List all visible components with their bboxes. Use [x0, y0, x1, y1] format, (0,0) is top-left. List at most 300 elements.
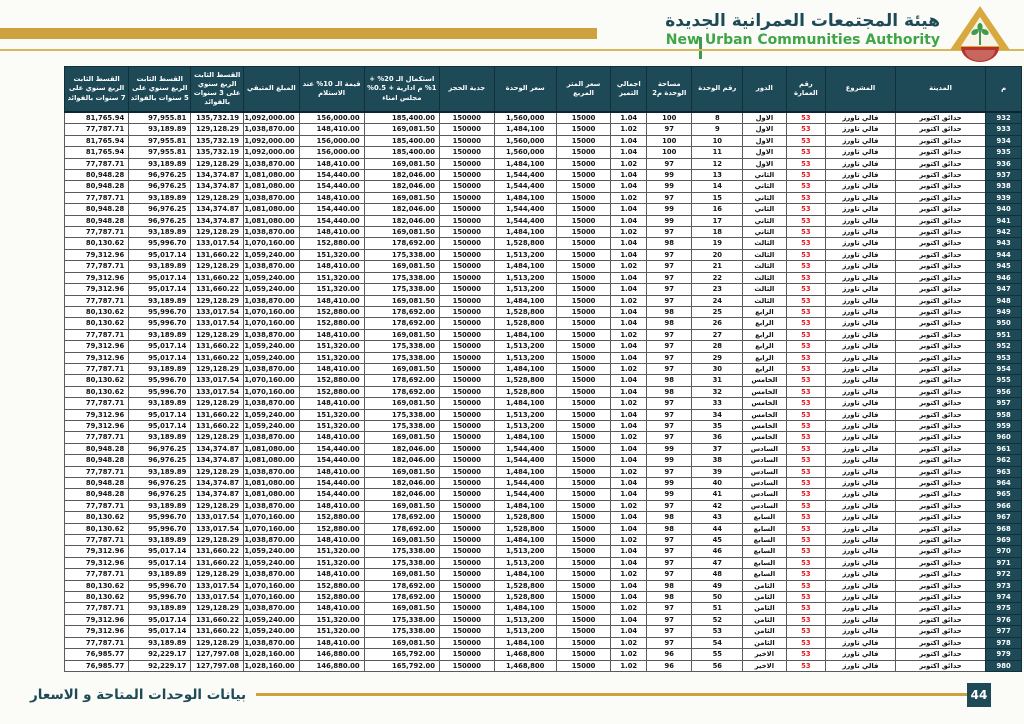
table-cell: 152,880.00 [299, 318, 364, 329]
table-cell: فالي تاورز [826, 363, 896, 374]
table-cell: السابع [743, 557, 786, 568]
table-cell: 1,059,240.00 [244, 352, 300, 363]
table-cell: 15000 [556, 546, 611, 557]
table-cell: 53 [786, 284, 826, 295]
table-cell: 53 [786, 227, 826, 238]
table-cell: 1,513,200 [494, 614, 556, 625]
table-cell: 932 [986, 112, 1022, 124]
table-cell: 977 [986, 626, 1022, 637]
table-cell: 53 [786, 637, 826, 648]
table-cell: 169,081.50 [364, 500, 439, 511]
table-cell: فالي تاورز [826, 649, 896, 660]
column-header: الدور [743, 67, 786, 113]
table-cell: 156,000.00 [299, 112, 364, 124]
table-cell: 152,880.00 [299, 523, 364, 534]
table-cell: 150000 [439, 215, 494, 226]
table-cell: حدائق اكتوبر [895, 318, 985, 329]
table-cell: 1,059,240.00 [244, 249, 300, 260]
table-cell: 77,787.71 [65, 466, 129, 477]
table-cell: 39 [692, 466, 743, 477]
table-cell: 79,312.96 [65, 272, 129, 283]
table-cell: 97 [647, 352, 692, 363]
table-cell: 943 [986, 238, 1022, 249]
table-cell: 93,189.89 [129, 227, 191, 238]
table-cell: 15000 [556, 318, 611, 329]
table-cell: الخامس [743, 432, 786, 443]
table-cell: 77,787.71 [65, 261, 129, 272]
table-row [65, 455, 1022, 466]
table-cell: 53 [786, 614, 826, 625]
table-cell: 129,128.29 [191, 569, 244, 580]
table-cell: فالي تاورز [826, 592, 896, 603]
table-cell: 95,996.70 [129, 512, 191, 523]
table-cell: 27 [692, 329, 743, 340]
table-cell: 53 [786, 569, 826, 580]
table-cell: فالي تاورز [826, 318, 896, 329]
table-cell: 169,081.50 [364, 295, 439, 306]
table-cell: 53 [786, 660, 826, 671]
table-cell: 148,410.00 [299, 432, 364, 443]
table-cell: 150000 [439, 352, 494, 363]
table-cell: 175,338.00 [364, 614, 439, 625]
table-cell: 150000 [439, 626, 494, 637]
table-cell: حدائق اكتوبر [895, 181, 985, 192]
table-cell: 1.04 [611, 409, 647, 420]
table-cell: 76,985.77 [65, 649, 129, 660]
table-cell: 134,374.87 [191, 443, 244, 454]
table-cell: 150000 [439, 272, 494, 283]
table-cell: 15000 [556, 649, 611, 660]
table-cell: 152,880.00 [299, 375, 364, 386]
table-row [65, 375, 1022, 386]
table-cell: 52 [692, 614, 743, 625]
table-cell: 15000 [556, 272, 611, 283]
column-header: جدية الحجز [439, 67, 494, 113]
table-cell: 15000 [556, 409, 611, 420]
table-cell: 1,513,200 [494, 352, 556, 363]
table-cell: 15000 [556, 135, 611, 146]
table-cell: 969 [986, 535, 1022, 546]
table-cell: 1,059,240.00 [244, 420, 300, 431]
table-cell: 1,059,240.00 [244, 284, 300, 295]
table-cell: 178,692.00 [364, 318, 439, 329]
table-cell: 1.04 [611, 489, 647, 500]
table-cell: 1,070,160.00 [244, 523, 300, 534]
table-cell: 97,955.81 [129, 147, 191, 158]
table-cell: 1,038,870.00 [244, 158, 300, 169]
table-cell: 11 [692, 147, 743, 158]
table-cell: 15000 [556, 192, 611, 203]
table-cell: 1.04 [611, 204, 647, 215]
table-cell: 97 [647, 432, 692, 443]
table-cell: 154,440.00 [299, 478, 364, 489]
table-cell: 169,081.50 [364, 432, 439, 443]
table-row [65, 660, 1022, 671]
table-cell: 1,081,080.00 [244, 204, 300, 215]
table-cell: 152,880.00 [299, 512, 364, 523]
table-cell: 97 [647, 249, 692, 260]
table-cell: 1,070,160.00 [244, 318, 300, 329]
table-cell: 178,692.00 [364, 238, 439, 249]
table-cell: 1,528,800 [494, 523, 556, 534]
table-cell: فالي تاورز [826, 272, 896, 283]
table-cell: الثاني [743, 204, 786, 215]
table-cell: 56 [692, 660, 743, 671]
table-cell: السادس [743, 455, 786, 466]
table-cell: 1.02 [611, 637, 647, 648]
table-cell: 974 [986, 592, 1022, 603]
table-row [65, 363, 1022, 374]
table-cell: 95,996.70 [129, 386, 191, 397]
table-cell: 178,692.00 [364, 592, 439, 603]
table-row [65, 478, 1022, 489]
table-cell: 15000 [556, 238, 611, 249]
table-cell: 99 [647, 443, 692, 454]
table-cell: 15000 [556, 227, 611, 238]
table-cell: 93,189.89 [129, 466, 191, 477]
table-cell: 54 [692, 637, 743, 648]
table-cell: 970 [986, 546, 1022, 557]
table-cell: 53 [786, 352, 826, 363]
table-cell: 93,189.89 [129, 158, 191, 169]
table-cell: 53 [786, 204, 826, 215]
table-cell: 940 [986, 204, 1022, 215]
table-cell: 53 [786, 272, 826, 283]
table-cell: فالي تاورز [826, 466, 896, 477]
table-cell: 77,787.71 [65, 637, 129, 648]
table-cell: 1.04 [611, 135, 647, 146]
table-cell: 15000 [556, 352, 611, 363]
table-cell: 131,660.22 [191, 341, 244, 352]
table-cell: 10 [692, 135, 743, 146]
table-cell: 77,787.71 [65, 124, 129, 135]
table-cell: 150000 [439, 238, 494, 249]
table-cell: فالي تاورز [826, 306, 896, 317]
table-cell: فالي تاورز [826, 512, 896, 523]
table-cell: 79,312.96 [65, 626, 129, 637]
table-cell: 1,092,000.00 [244, 135, 300, 146]
table-cell: 15000 [556, 375, 611, 386]
table-cell: 962 [986, 455, 1022, 466]
table-cell: 946 [986, 272, 1022, 283]
table-cell: 129,128.29 [191, 124, 244, 135]
table-cell: 97 [647, 626, 692, 637]
table-cell: فالي تاورز [826, 352, 896, 363]
table-cell: الثامن [743, 592, 786, 603]
table-cell: 97 [647, 295, 692, 306]
table-cell: 961 [986, 443, 1022, 454]
table-cell: فالي تاورز [826, 158, 896, 169]
table-cell: 53 [786, 375, 826, 386]
table-cell: الثامن [743, 614, 786, 625]
table-cell: 182,046.00 [364, 215, 439, 226]
table-row [65, 215, 1022, 226]
table-cell: 151,320.00 [299, 546, 364, 557]
table-cell: 129,128.29 [191, 398, 244, 409]
table-cell: 15000 [556, 580, 611, 591]
table-cell: 150000 [439, 466, 494, 477]
table-cell: 53 [786, 181, 826, 192]
table-cell: 17 [692, 215, 743, 226]
table-cell: الثالث [743, 272, 786, 283]
table-cell: 1,484,100 [494, 535, 556, 546]
table-cell: 1,544,400 [494, 443, 556, 454]
table-cell: 53 [786, 626, 826, 637]
table-cell: 53 [786, 557, 826, 568]
table-cell: 175,338.00 [364, 249, 439, 260]
table-cell: 150000 [439, 170, 494, 181]
table-cell: الاول [743, 124, 786, 135]
table-cell: 150000 [439, 569, 494, 580]
table-cell: 134,374.87 [191, 170, 244, 181]
table-cell: 50 [692, 592, 743, 603]
table-cell: 150000 [439, 478, 494, 489]
table-cell: حدائق اكتوبر [895, 432, 985, 443]
table-cell: الرابع [743, 318, 786, 329]
table-cell: فالي تاورز [826, 420, 896, 431]
table-cell: 80,130.62 [65, 375, 129, 386]
table-cell: حدائق اكتوبر [895, 660, 985, 671]
table-cell: 133,017.54 [191, 512, 244, 523]
table-cell: 148,410.00 [299, 192, 364, 203]
table-cell: 972 [986, 569, 1022, 580]
table-cell: الثاني [743, 227, 786, 238]
table-cell: 971 [986, 557, 1022, 568]
table-cell: فالي تاورز [826, 204, 896, 215]
table-cell: 19 [692, 238, 743, 249]
table-cell: 92,229.17 [129, 649, 191, 660]
table-cell: 131,660.22 [191, 352, 244, 363]
table-cell: 40 [692, 478, 743, 489]
table-cell: 1.04 [611, 147, 647, 158]
table-cell: 12 [692, 158, 743, 169]
table-cell: 968 [986, 523, 1022, 534]
table-body [65, 112, 1022, 671]
table-cell: 1,092,000.00 [244, 112, 300, 124]
table-cell: 150000 [439, 158, 494, 169]
column-header: رقم الوحدة [692, 67, 743, 113]
table-cell: 93,189.89 [129, 124, 191, 135]
table-cell: 980 [986, 660, 1022, 671]
table-cell: 1,038,870.00 [244, 603, 300, 614]
table-cell: 169,081.50 [364, 603, 439, 614]
table-cell: 150000 [439, 227, 494, 238]
table-cell: 975 [986, 603, 1022, 614]
table-cell: 152,880.00 [299, 306, 364, 317]
table-cell: 53 [786, 306, 826, 317]
table-cell: 15000 [556, 398, 611, 409]
table-cell: 15 [692, 192, 743, 203]
table-cell: 1,059,240.00 [244, 409, 300, 420]
table-cell: 80,130.62 [65, 238, 129, 249]
table-cell: الرابع [743, 352, 786, 363]
table-cell: 32 [692, 386, 743, 397]
table-cell: فالي تاورز [826, 215, 896, 226]
table-cell: 77,787.71 [65, 569, 129, 580]
table-cell: 151,320.00 [299, 249, 364, 260]
table-cell: 182,046.00 [364, 204, 439, 215]
table-cell: 97 [647, 363, 692, 374]
table-cell: 80,130.62 [65, 386, 129, 397]
table-cell: حدائق اكتوبر [895, 603, 985, 614]
table-cell: 934 [986, 135, 1022, 146]
table-row [65, 523, 1022, 534]
table-cell: 1.02 [611, 295, 647, 306]
table-cell: 13 [692, 170, 743, 181]
table-cell: 15000 [556, 626, 611, 637]
table-row [65, 489, 1022, 500]
table-cell: 15000 [556, 637, 611, 648]
table-cell: 956 [986, 386, 1022, 397]
table-cell: 1,528,800 [494, 238, 556, 249]
table-cell: 95,017.14 [129, 557, 191, 568]
table-cell: 1,528,800 [494, 580, 556, 591]
table-cell: 976 [986, 614, 1022, 625]
table-cell: الخامس [743, 386, 786, 397]
table-cell: فالي تاورز [826, 443, 896, 454]
table-cell: 175,338.00 [364, 272, 439, 283]
table-header [65, 67, 1022, 113]
table-cell: 156,000.00 [299, 135, 364, 146]
table-cell: حدائق اكتوبر [895, 272, 985, 283]
page-number-badge: 44 [967, 683, 991, 707]
table-cell: 93,189.89 [129, 192, 191, 203]
table-cell: 169,081.50 [364, 329, 439, 340]
table-cell: 1.04 [611, 352, 647, 363]
table-row [65, 386, 1022, 397]
table-cell: حدائق اكتوبر [895, 500, 985, 511]
table-cell: 100 [647, 112, 692, 124]
table-cell: 55 [692, 649, 743, 660]
table-cell: 944 [986, 249, 1022, 260]
table-cell: 150000 [439, 535, 494, 546]
table-cell: 97 [647, 341, 692, 352]
table-cell: حدائق اكتوبر [895, 386, 985, 397]
table-cell: 1,544,400 [494, 489, 556, 500]
table-cell: 134,374.87 [191, 181, 244, 192]
table-cell: 182,046.00 [364, 443, 439, 454]
table-cell: 146,880.00 [299, 660, 364, 671]
table-cell: 1.04 [611, 420, 647, 431]
table-cell: 135,732.19 [191, 135, 244, 146]
table-cell: 53 [786, 649, 826, 660]
table-cell: 99 [647, 204, 692, 215]
table-row [65, 272, 1022, 283]
table-row [65, 135, 1022, 146]
table-cell: 154,440.00 [299, 215, 364, 226]
table-cell: 1.04 [611, 592, 647, 603]
table-cell: 15000 [556, 603, 611, 614]
table-cell: 77,787.71 [65, 227, 129, 238]
table-cell: 150000 [439, 523, 494, 534]
table-cell: 81,765.94 [65, 135, 129, 146]
table-cell: 150000 [439, 261, 494, 272]
table-cell: 1,038,870.00 [244, 637, 300, 648]
table-cell: 150000 [439, 329, 494, 340]
table-cell: 15000 [556, 124, 611, 135]
table-cell: 15000 [556, 535, 611, 546]
table-cell: 150000 [439, 204, 494, 215]
table-cell: 1,513,200 [494, 249, 556, 260]
table-cell: الاخير [743, 649, 786, 660]
table-cell: فالي تاورز [826, 112, 896, 124]
table-cell: 15000 [556, 112, 611, 124]
table-cell: 44 [692, 523, 743, 534]
table-cell: 127,797.08 [191, 649, 244, 660]
table-cell: حدائق اكتوبر [895, 124, 985, 135]
table-row [65, 261, 1022, 272]
table-cell: 98 [647, 512, 692, 523]
table-cell: 150000 [439, 420, 494, 431]
table-cell: 1.02 [611, 192, 647, 203]
table-cell: 949 [986, 306, 1022, 317]
table-cell: 23 [692, 284, 743, 295]
table-cell: 1.02 [611, 329, 647, 340]
table-cell: 952 [986, 341, 1022, 352]
table-cell: فالي تاورز [826, 660, 896, 671]
table-cell: الخامس [743, 420, 786, 431]
table-cell: 958 [986, 409, 1022, 420]
table-row [65, 420, 1022, 431]
table-cell: 933 [986, 124, 1022, 135]
table-cell: الرابع [743, 341, 786, 352]
table-cell: 1,081,080.00 [244, 215, 300, 226]
table-cell: فالي تاورز [826, 181, 896, 192]
table-cell: 156,000.00 [299, 147, 364, 158]
table-cell: 99 [647, 489, 692, 500]
table-cell: حدائق اكتوبر [895, 112, 985, 124]
table-cell: 1.04 [611, 478, 647, 489]
table-cell: 1,544,400 [494, 455, 556, 466]
table-cell: 134,374.87 [191, 455, 244, 466]
table-cell: 93,189.89 [129, 569, 191, 580]
table-cell: 8 [692, 112, 743, 124]
table-cell: 957 [986, 398, 1022, 409]
table-cell: السادس [743, 478, 786, 489]
table-cell: 1,070,160.00 [244, 512, 300, 523]
table-cell: 79,312.96 [65, 249, 129, 260]
table-cell: 53 [786, 295, 826, 306]
table-cell: فالي تاورز [826, 455, 896, 466]
table-cell: فالي تاورز [826, 523, 896, 534]
table-cell: السابع [743, 512, 786, 523]
table-cell: الثاني [743, 170, 786, 181]
table-cell: 150000 [439, 306, 494, 317]
table-cell: 53 [786, 546, 826, 557]
table-cell: 93,189.89 [129, 363, 191, 374]
table-cell: 150000 [439, 181, 494, 192]
table-cell: 95,017.14 [129, 272, 191, 283]
table-cell: 129,128.29 [191, 466, 244, 477]
table-cell: 95,017.14 [129, 420, 191, 431]
table-cell: 93,189.89 [129, 500, 191, 511]
table-cell: 21 [692, 261, 743, 272]
table-cell: 185,400.00 [364, 147, 439, 158]
table-cell: 150000 [439, 341, 494, 352]
table-row [65, 192, 1022, 203]
table-cell: حدائق اكتوبر [895, 523, 985, 534]
table-cell: 97 [647, 466, 692, 477]
table-cell: فالي تاورز [826, 637, 896, 648]
table-cell: 152,880.00 [299, 580, 364, 591]
table-cell: 133,017.54 [191, 318, 244, 329]
table-cell: 53 [786, 398, 826, 409]
table-cell: 178,692.00 [364, 306, 439, 317]
table-cell: 100 [647, 147, 692, 158]
table-cell: 96,976.25 [129, 204, 191, 215]
table-cell: 1.04 [611, 557, 647, 568]
table-cell: حدائق اكتوبر [895, 535, 985, 546]
